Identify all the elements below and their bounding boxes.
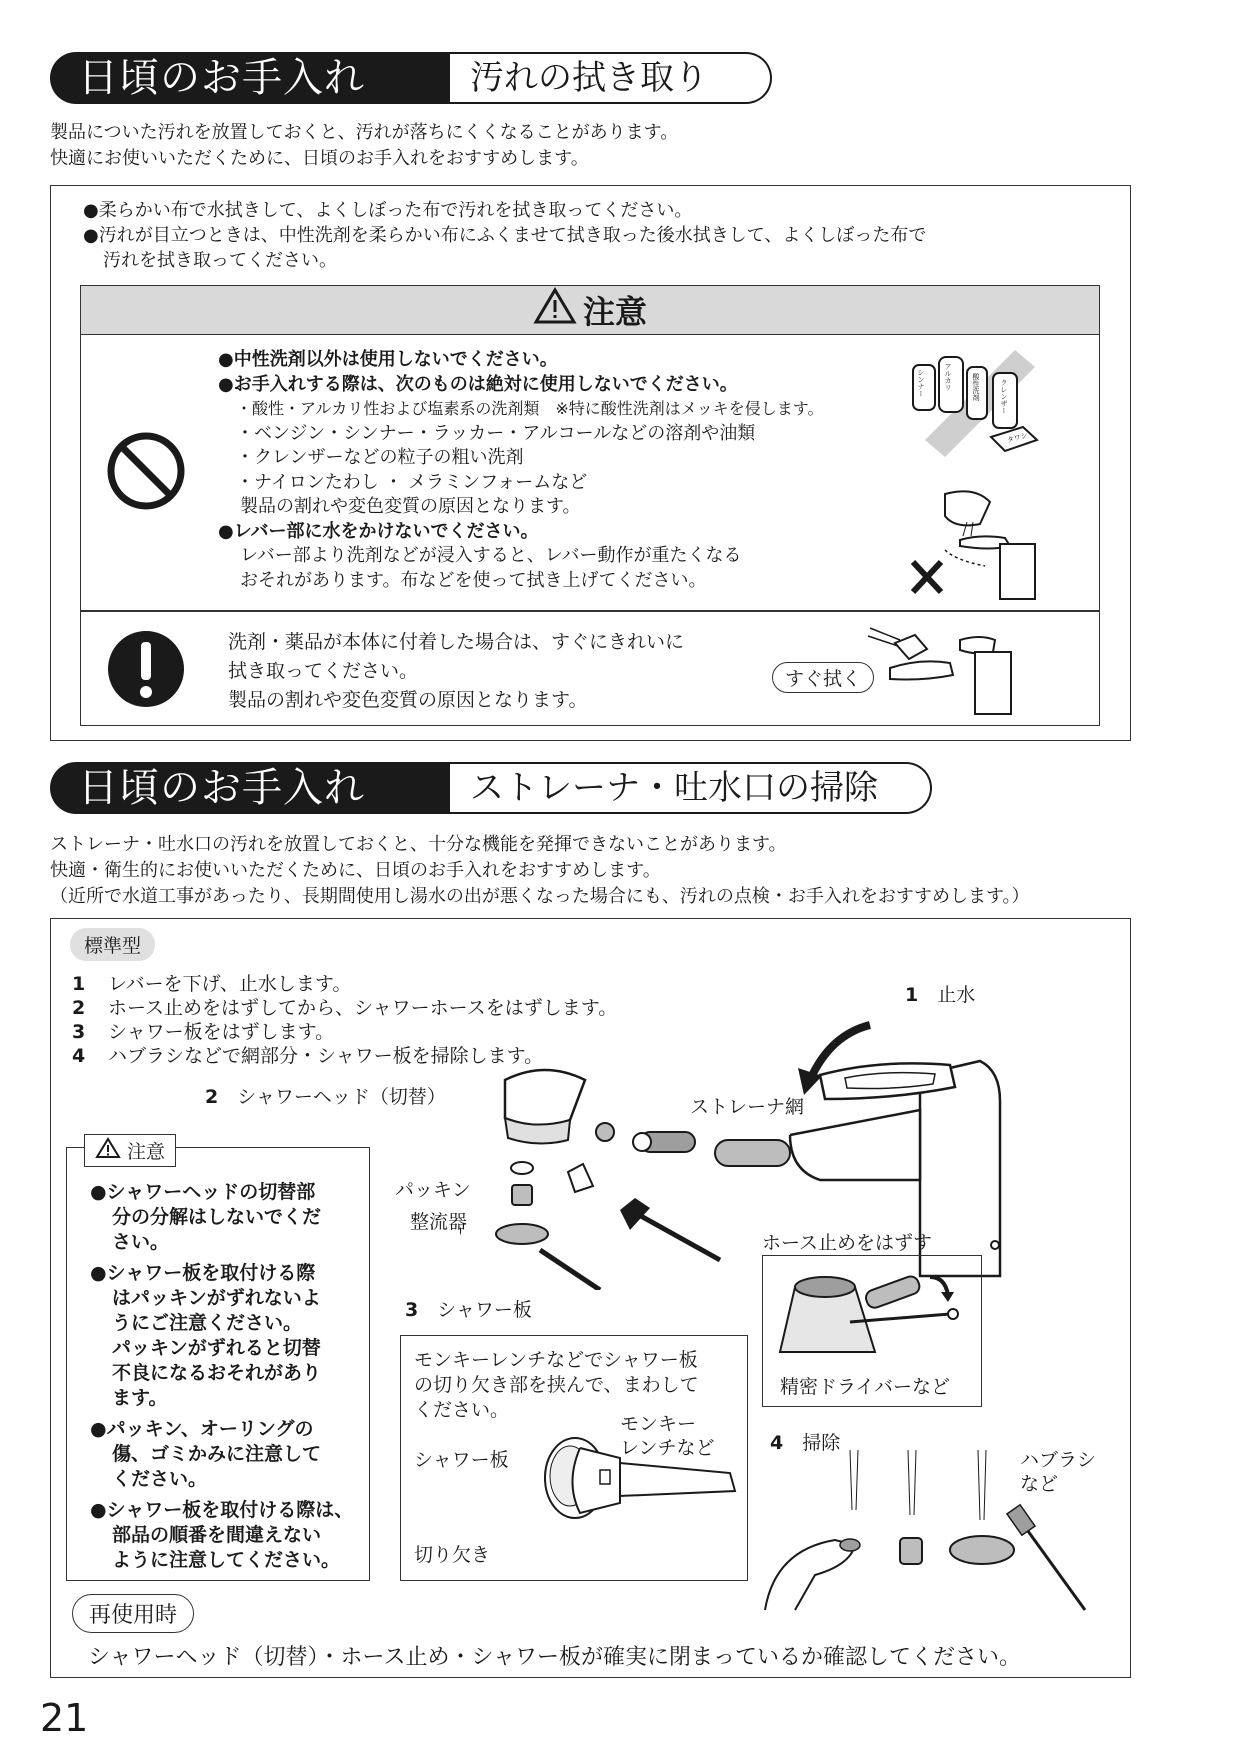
illus-label: アルカリ [944,363,952,391]
type-label-pill: 標準型 [70,928,155,961]
step-item: 1 レバーを下げ、止水します。 [72,973,352,995]
hose-stop-illustration [770,1262,970,1367]
cleaning-illustration [760,1450,1090,1620]
section1-intro [50,120,678,172]
wrench-line: の切り欠き部を挟んで、まわして [414,1374,699,1396]
shower-plate-label: 3 シャワー板 [405,1299,532,1321]
caution-line: ●お手入れする際は、次のものは絶対に使用しないでください。 [218,373,738,395]
step-item: 3 シャワー板をはずします。 [72,1021,335,1043]
caution-header [80,285,1100,335]
section1-header-main: 日頃のお手入れ [50,52,468,104]
note-item: ●シャワー板を取付ける際 はパッキンがずれないよ うにご注意ください。 パッキンがずれると切替 不良になるおそれがあり ます。 [90,1262,322,1409]
wipe-text [228,628,684,715]
intro-line: 快適にお使いいただくために、日頃のお手入れをおすすめします。 [50,148,589,169]
rectifier-label: 整流器 [410,1211,468,1233]
caution-line: レバー部より洗剤などが浸入すると、レバー動作が重たくなる [240,545,742,566]
notes-title: 注意 [127,1141,166,1163]
warning-triangle-icon [95,1137,121,1164]
faucet-no-water-illustration [905,480,1055,600]
driver-label: 精密ドライバーなど [780,1376,951,1398]
strainer-label: ストレーナ網 [690,1096,805,1118]
caution-line: おそれがあります。布などを使って拭き上げてください。 [240,569,707,591]
notch-label: 切り欠き [414,1544,491,1566]
bullet-line: 汚れを拭き取ってください。 [103,250,337,271]
notes-title-tab [84,1134,176,1167]
wipe-line: 製品の割れや変色変質の原因となります。 [228,689,588,711]
page-number: 21 [40,1696,89,1740]
note-item: ●シャワー板を取付ける際は、 部品の順番を間違えない ように注意してください。 [90,1499,354,1571]
wrench-tool-line: レンチなど [620,1437,715,1459]
detergent-illustration [905,345,1055,465]
caution-line: ●レバー部に水をかけないでください。 [218,520,539,542]
wrench-line: ください。 [414,1399,510,1421]
wrench-line: モンキーレンチなどでシャワー板 [414,1349,698,1371]
reuse-text: シャワーヘッド（切替）・ホース止め・シャワー板が確実に閉まっているか確認してください。 [88,1645,1022,1670]
section2-intro [50,832,1030,910]
illus-label: シンナー [917,369,925,397]
note-item: ●シャワーヘッドの切替部 分の分解はしないでくだ さい。 [90,1181,322,1253]
mandatory-icon [105,628,187,714]
caution-title: 注意 [582,293,647,331]
illus-label: タワシ [1006,431,1029,445]
reuse-pill: 再使用時 [72,1594,194,1633]
illus-label: クレンザー [1000,379,1008,414]
intro-line: 製品についた汚れを放置しておくと、汚れが落ちにくくなることがあります。 [50,122,679,143]
intro-line: ストレーナ・吐水口の汚れを放置しておくと、十分な機能を発揮できないことがあります。 [50,834,787,855]
wrench-plate-label: シャワー板 [414,1449,509,1471]
caution-line: 製品の割れや変色変質の原因となります。 [240,496,581,517]
step-item: 2 ホース止めをはずしてから、シャワーホースをはずします。 [72,997,618,1019]
wiping-faucet-illustration [865,618,1025,718]
caution-line: ●中性洗剤以外は使用しないでください。 [218,349,558,370]
intro-line: 快適・衛生的にお使いいただくために、日頃のお手入れをおすすめします。 [50,860,661,881]
stop-label: 1 止水 [905,984,976,1006]
packing-label: パッキン [395,1179,471,1201]
caution-line: ・酸性・アルカリ性および塩素系の洗剤類 ※特に酸性洗剤はメッキを侵します。 [236,399,824,418]
section1-bullets [83,198,926,273]
caution-line: ・ベンジン・シンナー・ラッカー・アルコールなどの溶剤や油類 [236,422,756,444]
section2-header-sub: ストレーナ・吐水口の掃除 [450,762,932,814]
wipe-line: 拭き取ってください。 [228,660,419,682]
warning-triangle-icon [533,287,577,338]
section1-header-sub: 汚れの拭き取り [450,52,772,104]
bullet-line: ●汚れが目立つときは、中性洗剤を柔らかい布にふくませて拭き取った後水拭きして、よくしぼった布で [83,225,927,246]
brush-line: など [1020,1473,1059,1495]
wipe-line: 洗剤・薬品が本体に付着した場合は、すぐにきれいに [228,631,685,653]
wrench-tool-line: モンキー [620,1413,697,1435]
note-item: ●パッキン、オーリングの 傷、ゴミかみに注意して ください。 [90,1418,322,1490]
bullet-line: ●柔らかい布で水拭きして、よくしぼった布で汚れを拭き取ってください。 [83,200,693,221]
intro-line: （近所で水道工事があったり、長期間使用し湯水の出が悪くなった場合にも、汚れの点検・お手入れをおすすめします。） [50,886,1030,907]
brush-line: ハブラシ [1020,1449,1097,1471]
illus-label: 酸性洗剤 [972,373,980,401]
notes-list [90,1180,365,1573]
clean-label: 4 掃除 [770,1432,841,1454]
section2-header-main: 日頃のお手入れ [50,762,468,814]
hose-stop-label: ホース止めをはずす [762,1232,933,1254]
wipe-now-pill: すぐ拭く [772,662,874,693]
shower-head-label: 2 シャワーヘッド（切替） [205,1086,446,1108]
wrench-tool-label [620,1412,715,1460]
prohibition-icon [105,430,187,516]
caution-text [218,348,824,593]
caution-line: ・クレンザーなどの粒子の粗い洗剤 [236,447,524,468]
step-item: 4 ハブラシなどで網部分・シャワー板を掃除します。 [72,1045,544,1067]
caution-line: ・ナイロンたわし ・ メラミンフォームなど [236,471,588,493]
